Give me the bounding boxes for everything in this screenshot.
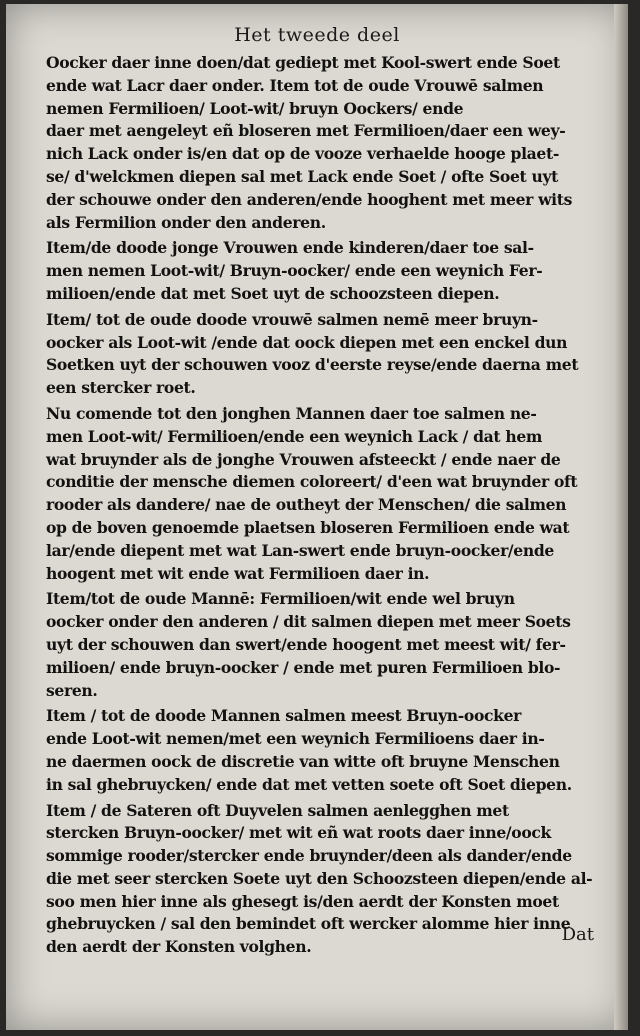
running-header: Het tweede deel bbox=[234, 24, 400, 46]
text-line: nemen Fermilioen/ Loot-wit/ bruyn Oockers/ ende bbox=[46, 98, 464, 118]
text-line: Item / de Sateren oft Duyvelen salmen aenlegghen met bbox=[46, 800, 509, 820]
paragraph bbox=[46, 309, 602, 400]
catchword: Dat bbox=[561, 924, 594, 945]
text-line: milioen/ende dat met Soet uyt de schoozsteen diepen. bbox=[46, 283, 500, 303]
text-line: die met seer stercken Soete uyt den Schoozsteen diepen/ende al- bbox=[46, 868, 593, 888]
text-line: stercken Bruyn-oocker/ met wit eñ wat roots daer inne/oock bbox=[46, 823, 551, 843]
text-line: als Fermilion onder den anderen. bbox=[46, 212, 326, 232]
text-line: lar/ende diepent met wat Lan-swert ende bruyn-oocker/ende bbox=[46, 540, 554, 560]
paragraph bbox=[46, 52, 602, 234]
text-line: oocker onder den anderen / dit salmen diepen met meer Soets bbox=[46, 612, 571, 632]
text-line: der schouwe onder den anderen/ende hooghent met meer wits bbox=[46, 189, 573, 209]
text-line: rooder als dandere/ nae de outheyt der Menschen/ die salmen bbox=[46, 495, 567, 515]
paragraph bbox=[46, 800, 602, 960]
text-line: ende Loot-wit nemen/met een weynich Fermilioens daer in- bbox=[46, 729, 545, 749]
text-line: nich Lack onder is/en dat op de vooze verhaelde hooge plaet- bbox=[46, 144, 559, 164]
text-line: een stercker roet. bbox=[46, 378, 196, 398]
text-line: conditie der mensche diemen coloreert/ d'een wat bruynder oft bbox=[46, 472, 578, 492]
text-line: in sal ghebruycken/ ende dat met vetten soete oft Soet diepen. bbox=[46, 774, 572, 794]
text-line: ghebruycken / sal den bemindet oft wercker alomme hier inne bbox=[46, 914, 571, 934]
text-line: Item/ tot de oude doode vrouwē salmen nemē meer bruyn- bbox=[46, 309, 538, 329]
paragraph bbox=[46, 403, 602, 585]
text-line: Soetken uyt der schouwen vooz d'eerste reyse/ende daerna met bbox=[46, 355, 579, 375]
text-line: men nemen Loot-wit/ Bruyn-oocker/ ende een weynich Fer- bbox=[46, 261, 543, 281]
text-line: Nu comende tot den jonghen Mannen daer toe salmen ne- bbox=[46, 403, 537, 423]
text-line: Item/tot de oude Mannē: Fermilioen/wit ende wel bruyn bbox=[46, 589, 515, 609]
text-line: ende wat Lacr daer onder. Item tot de oude Vrouwē salmen bbox=[46, 75, 544, 95]
text-line: uyt der schouwen dan swert/ende hoogent met meest wit/ fer- bbox=[46, 634, 566, 654]
text-line: oocker als Loot-wit /ende dat oock diepen met een enckel dun bbox=[46, 332, 568, 352]
page-body bbox=[46, 52, 602, 960]
text-line: ne daermen oock de discretie van witte oft bruyne Menschen bbox=[46, 751, 560, 771]
text-line: men Loot-wit/ Fermilioen/ende een weynich Lack / dat hem bbox=[46, 426, 543, 446]
text-line: den aerdt der Konsten volghen. bbox=[46, 937, 312, 957]
text-line: sommige rooder/stercker ende bruynder/deen als dander/ende bbox=[46, 846, 572, 866]
paragraph bbox=[46, 588, 602, 702]
text-line: Item/de doode jonge Vrouwen ende kinderen/daer toe sal- bbox=[46, 238, 534, 258]
text-line: Item / tot de doode Mannen salmen meest Bruyn-oocker bbox=[46, 706, 522, 726]
text-line: hoogent met wit ende wat Fermilioen daer in. bbox=[46, 563, 430, 583]
text-line: wat bruynder als de jonghe Vrouwen afsteeckt / ende naer de bbox=[46, 449, 561, 469]
paragraph bbox=[46, 705, 602, 796]
text-line: milioen/ ende bruyn-oocker / ende met puren Fermilioen blo- bbox=[46, 657, 561, 677]
text-line: Oocker daer inne doen/dat gediept met Kool-swert ende Soet bbox=[46, 53, 560, 72]
text-line: op de boven genoemde plaetsen bloseren Fermilioen ende wat bbox=[46, 517, 570, 537]
text-line: daer met aengeleyt eñ bloseren met Fermilioen/daer een wey- bbox=[46, 121, 566, 141]
page-edge bbox=[614, 4, 628, 1030]
paragraph bbox=[46, 237, 602, 305]
text-line: soo men hier inne als ghesegt is/den aerdt der Konsten moet bbox=[46, 891, 559, 911]
book-page bbox=[6, 4, 628, 1030]
text-line: se/ d'welckmen diepen sal met Lack ende Soet / ofte Soet uyt bbox=[46, 166, 559, 186]
text-line: seren. bbox=[46, 680, 98, 700]
